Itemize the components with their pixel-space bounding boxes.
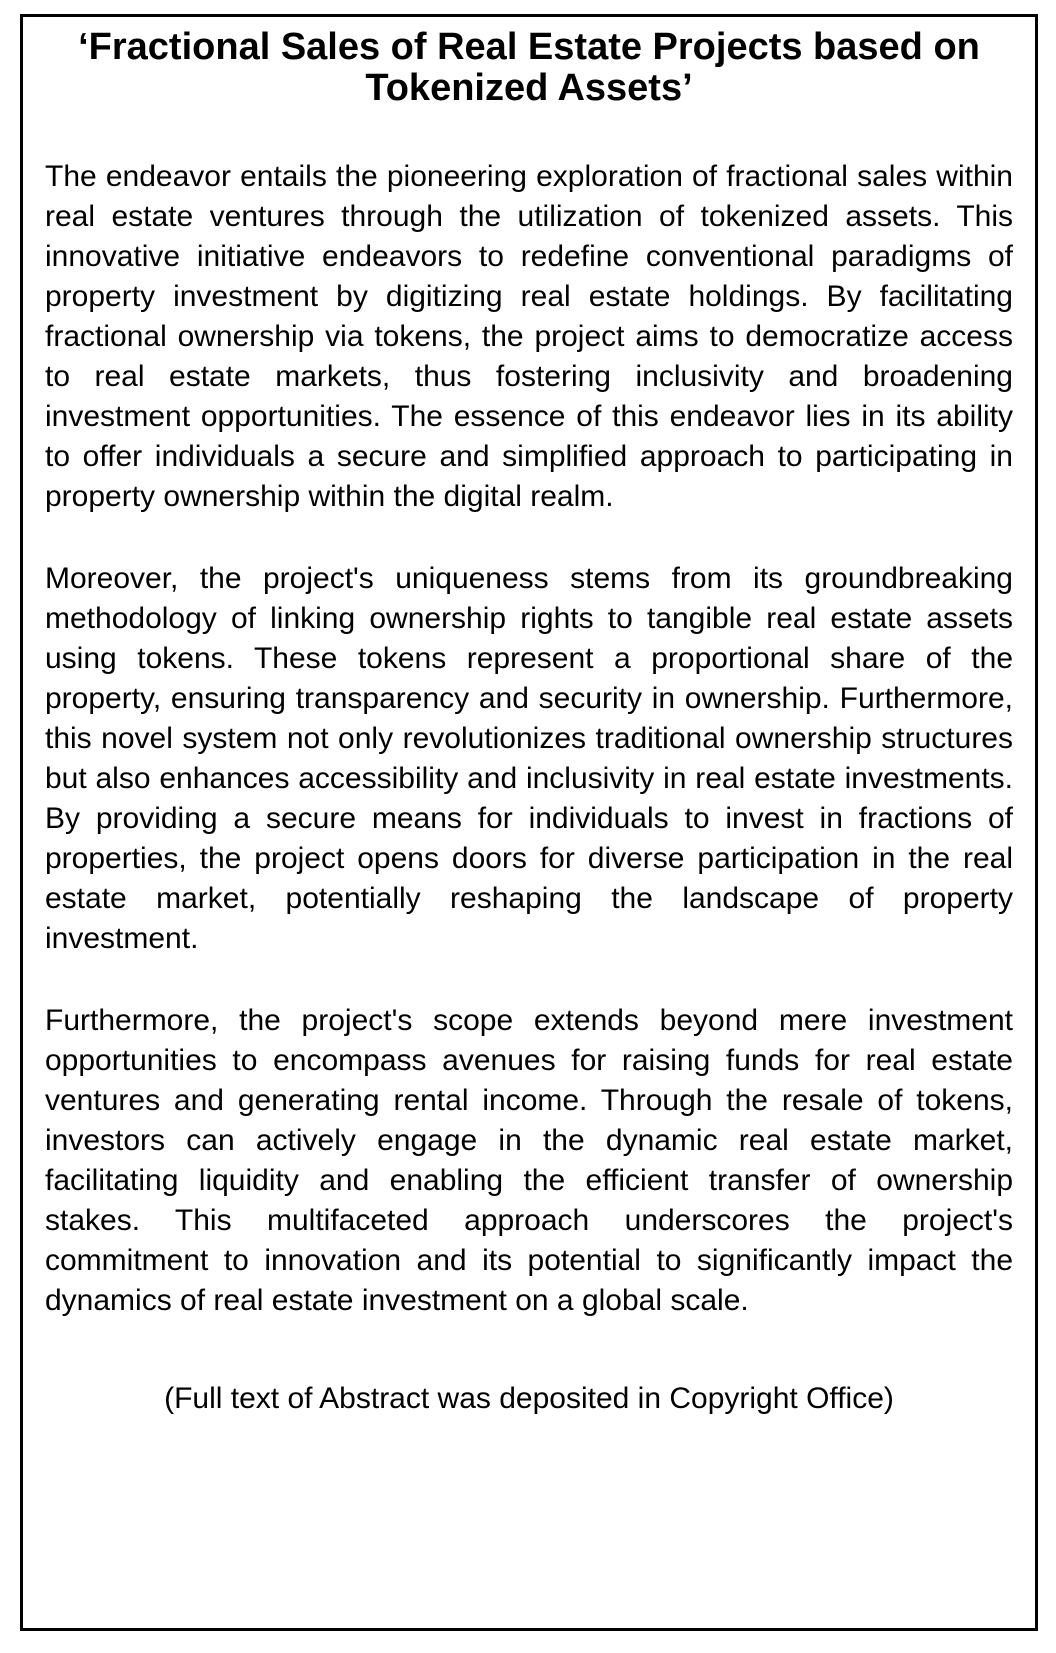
abstract-paragraph-3: Furthermore, the project's scope extends beyond mere investment opportunities to encompass avenues for raising funds for real estate ventures and generating rental income. Through the resale of tokens, investors can actively engage in the dynamic real estate market, facilitating liquidity and enabling the efficient transfer of ownership stakes. This multifaceted approach underscores the project's commitment to innovation and its potential to significantly impact the dynamics of real estate investment on a global scale. [45,1004,1013,1317]
abstract-paragraph-1: The endeavor entails the pioneering exploration of fractional sales within real estate ventures through the utilization of tokenized assets. This innovative initiative endeavors to redefine conventional paradigms of property investment by digitizing real estate holdings. By facilitating fractional ownership via tokens, the project aims to democratize access to real estate markets, thus fostering inclusivity and broadening investment opportunities. The essence of this endeavor lies in its ability to offer individuals a secure and simplified approach to participating in property ownership within the digital realm. [45,160,1013,513]
footer-note: (Full text of Abstract was deposited in Copyright Office) [164,1382,894,1415]
border-frame [20,14,1038,1631]
abstract-paragraph-2: Moreover, the project's uniqueness stems from its groundbreaking methodology of linking ownership rights to tangible real estate assets using tokens. These tokens represent a proportional share of the property, ensuring transparency and security in ownership. Furthermore, this novel system not only revolutionizes traditional ownership structures but also enhances accessibility and inclusivity in real estate investments. By providing a secure means for individuals to invest in fractions of properties, the project opens doors for diverse participation in the real estate market, potentially reshaping the landscape of property investment. [45,562,1013,955]
document-title: ‘Fractional Sales of Real Estate Projects based on Tokenized Assets’ [78,26,980,109]
